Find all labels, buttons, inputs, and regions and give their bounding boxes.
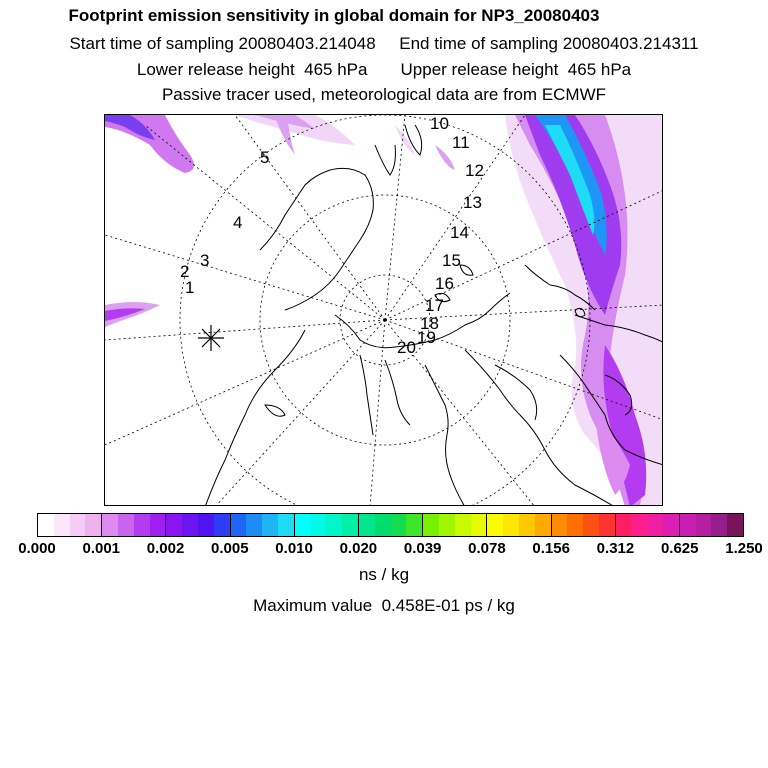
colorbar-swatch: [231, 514, 247, 536]
colorbar-tick-label: 0.001: [82, 540, 121, 557]
colorbar-tick-label: 0.010: [275, 540, 313, 557]
colorbar-swatch: [198, 514, 214, 536]
maximum-value-text: Maximum value 0.458E-01 ps / kg: [253, 596, 515, 615]
trajectory-label: 11: [452, 133, 470, 152]
colorbar-swatch: [54, 514, 70, 536]
colorbar-swatch: [150, 514, 167, 536]
colorbar-swatch: [375, 514, 391, 536]
colorbar-swatch: [118, 514, 134, 536]
colorbar-swatch: [182, 514, 198, 536]
trajectory-label: 18: [420, 314, 439, 333]
colorbar-swatch: [391, 514, 407, 536]
trajectory-label: 3: [200, 251, 210, 270]
trajectory-label: 2: [180, 262, 190, 281]
colorbar-swatch: [471, 514, 488, 536]
trajectory-label: 12: [465, 161, 484, 180]
sensitivity-plume-east: [505, 115, 663, 506]
colorbar-tick-label: 0.005: [211, 540, 249, 557]
colorbar-swatch: [616, 514, 632, 536]
colorbar-swatch: [631, 514, 647, 536]
colorbar-swatch: [727, 514, 743, 536]
colorbar-swatch: [278, 514, 295, 536]
colorbar-swatch: [311, 514, 327, 536]
colorbar-tick-label: 0.156: [532, 540, 570, 557]
colorbar-swatch: [70, 514, 86, 536]
colorbar-swatch: [423, 514, 439, 536]
polar-map-panel: [104, 114, 663, 506]
trajectory-label: 17: [425, 296, 444, 315]
colorbar-swatch: [214, 514, 231, 536]
colorbar-swatch: [552, 514, 568, 536]
release-location-asterisk: [198, 325, 224, 351]
map-title: Footprint emission sensitivity in global domain for NP3_20080403: [68, 6, 600, 25]
colorbar-tick-label: 0.312: [596, 540, 635, 557]
trajectory-label: 5: [260, 148, 270, 167]
colorbar-swatch: [567, 514, 583, 536]
sensitivity-plume-northwest: [105, 115, 355, 173]
colorbar-swatch: [647, 514, 663, 536]
colorbar-tick-label: 0.000: [18, 540, 56, 557]
colorbar-swatch: [134, 514, 150, 536]
colorbar-tick-label: 0.002: [146, 540, 185, 557]
colorbar-swatch: [406, 514, 423, 536]
trajectory-label: 19: [417, 328, 436, 347]
colorbar-tick-label: 0.078: [468, 540, 506, 557]
colorbar-swatch: [326, 514, 342, 536]
colorbar-swatch: [295, 514, 311, 536]
colorbar-swatch: [359, 514, 375, 536]
trajectory-label: 15: [442, 251, 461, 270]
colorbar-swatch: [166, 514, 182, 536]
colorbar-swatch: [455, 514, 471, 536]
colorbar-swatch: [85, 514, 102, 536]
colorbar-swatch: [711, 514, 727, 536]
colorbar-swatch: [246, 514, 262, 536]
trajectory-label: 16: [435, 274, 454, 293]
colorbar-swatch: [583, 514, 599, 536]
colorbar-swatch: [102, 514, 118, 536]
colorbar-swatch: [663, 514, 680, 536]
colorbar-tick-label: 0.039: [403, 540, 442, 557]
sensitivity-plume-west: [105, 302, 160, 327]
colorbar-unit: ns / kg: [358, 565, 410, 584]
colorbar-swatch: [38, 514, 54, 536]
colorbar-swatch: [342, 514, 359, 536]
release-height-line: Lower release height 465 hPa Upper release height 465 hPa: [136, 60, 632, 79]
colorbar-tick-label: 0.625: [660, 540, 699, 557]
colorbar-swatch: [439, 514, 455, 536]
trajectory-label: 10: [430, 115, 449, 133]
colorbar: [37, 513, 744, 537]
sampling-time-line: Start time of sampling 20080403.214048 End time of sampling 20080403.214311: [69, 34, 699, 53]
colorbar-swatch: [262, 514, 278, 536]
colorbar-swatch: [519, 514, 535, 536]
colorbar-swatch: [503, 514, 519, 536]
colorbar-tick-label: 0.020: [339, 540, 378, 557]
colorbar-swatch: [487, 514, 503, 536]
trajectory-label: 14: [450, 223, 469, 242]
trajectory-label: 13: [463, 193, 482, 212]
colorbar-swatch: [696, 514, 712, 536]
colorbar-swatch: [680, 514, 696, 536]
colorbar-swatch: [535, 514, 552, 536]
tracer-info-line: Passive tracer used, meteorological data are from ECMWF: [161, 85, 607, 104]
colorbar-tick-label: 1.250: [725, 540, 763, 557]
trajectory-label: 20: [397, 338, 416, 357]
polar-map-svg: [105, 115, 663, 506]
trajectory-label: 1: [185, 278, 195, 297]
colorbar-swatch: [599, 514, 616, 536]
trajectory-label: 4: [233, 213, 243, 232]
